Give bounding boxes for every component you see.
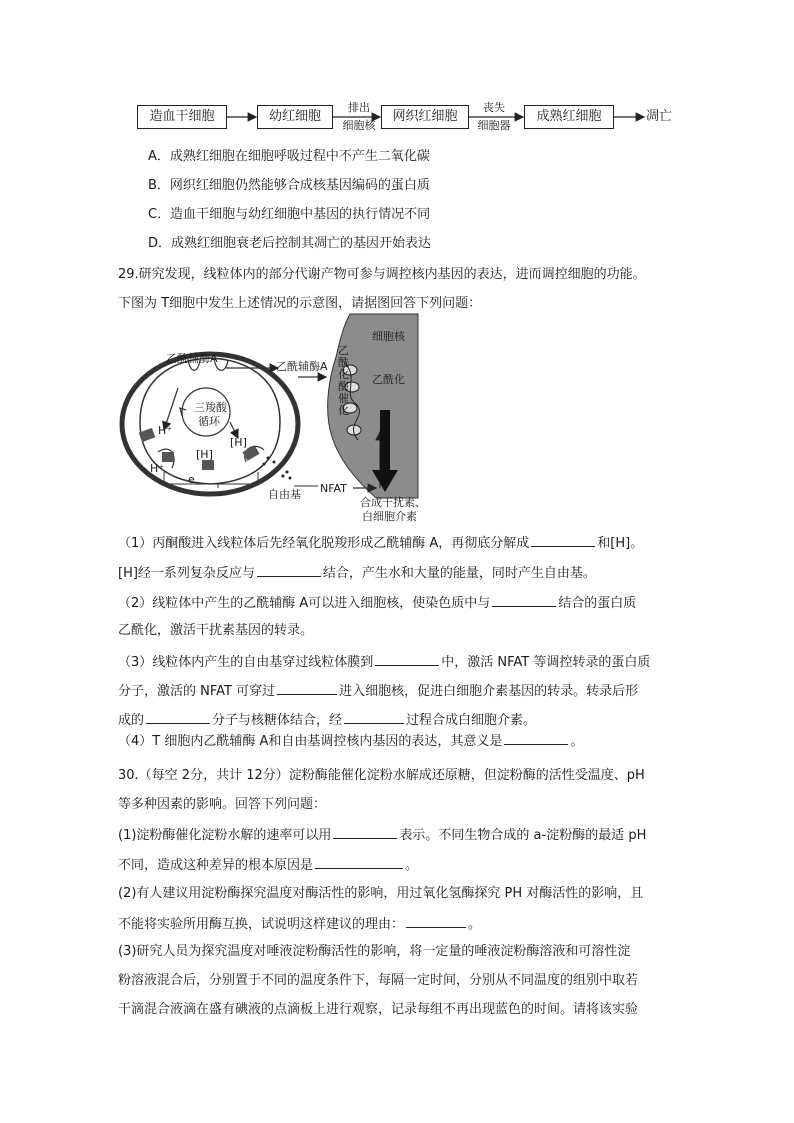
- diagram-hplus2: H⁺: [150, 462, 165, 475]
- answer-blank[interactable]: [531, 533, 595, 547]
- diagram-nucleus: 细胞核: [372, 330, 405, 343]
- flow-box-reticulocyte: 网织红细胞: [381, 105, 469, 129]
- diagram-acetylation-vertical: 乙酰化酶催化: [338, 344, 349, 417]
- diagram-radical: 自由基: [268, 488, 301, 501]
- flow-arrows: [0, 0, 794, 140]
- answer-blank[interactable]: [315, 855, 403, 869]
- q28-option-b: B．网织红细胞仍然能够合成核基因编码的蛋白质: [148, 178, 430, 193]
- flow-box-young-rbc: 幼红细胞: [257, 105, 333, 129]
- q30-line9: 干滴混合液滴在盛有碘液的点滴板上进行观察，记录每组不再出现蓝色的时间。请将该实验: [118, 1002, 639, 1017]
- q29-p3-line1: （3）线粒体内产生的自由基穿过线粒体膜到 中，激活 NFAT 等调控转录的蛋白质: [118, 652, 650, 672]
- answer-blank[interactable]: [406, 914, 466, 928]
- diagram-product-2: 白细胞介素: [362, 510, 417, 523]
- q30-line8: 粉溶液混合后，分别置于不同的温度条件下，每隔一定时间，分别从不同温度的组别中取若: [118, 973, 639, 988]
- q30-line1: 30.（每空 2分，共计 12分）淀粉酶能催化淀粉水解成还原糖，但淀粉酶的活性受温度、pH: [118, 768, 645, 783]
- diagram-h2: [H]: [230, 436, 247, 449]
- q29-p4-line1: （4）T 细胞内乙酰辅酶 A和自由基调控核内基因的表达，其意义是 。: [118, 731, 583, 751]
- q28-option-d: D．成熟红细胞衰老后控制其凋亡的基因开始表达: [148, 236, 432, 251]
- diagram-acetylation: 乙酰化: [372, 373, 405, 386]
- q28-option-c: C．造血干细胞与幼红细胞中基因的执行情况不同: [148, 207, 431, 222]
- answer-blank[interactable]: [277, 681, 337, 695]
- arrow2-top-label: 丧失: [483, 101, 505, 114]
- flow-box-mature-rbc: 成熟红细胞: [524, 105, 614, 129]
- arrow2-bottom-label: 细胞器: [477, 119, 511, 132]
- q29-intro-line2: 下图为 T细胞中发生上述情况的示意图，请据图回答下列问题：: [118, 296, 482, 311]
- diagram-hplus1: H⁺: [158, 424, 173, 437]
- q29-intro-line1: 29.研究发现，线粒体内的部分代谢产物可参与调控核内基因的表达，进而调控细胞的功能。: [118, 267, 646, 282]
- diagram-product-1: 合成干扰素、: [360, 496, 426, 509]
- q30-line6: 不能将实验所用酶互换，试说明这样建议的理由： 。: [118, 914, 481, 934]
- q29-p3-line3: 成的 分子与核糖体结合，经 过程合成白细胞介素。: [118, 710, 536, 730]
- answer-blank[interactable]: [344, 710, 404, 724]
- answer-blank[interactable]: [333, 825, 397, 839]
- answer-blank[interactable]: [504, 731, 568, 745]
- diagram-e: e: [188, 473, 195, 486]
- diagram-nfat: NFAT: [320, 482, 347, 495]
- answer-blank[interactable]: [375, 652, 439, 666]
- q29-p2-line2: 乙酰化，激活干扰素基因的转录。: [118, 623, 314, 638]
- q29-p2-line1: （2）线粒体中产生的乙酰辅酶 A可以进入细胞核，使染色质中与 结合的蛋白质: [118, 593, 636, 613]
- q30-line4: 不同，造成这种差异的根本原因是 。: [118, 855, 418, 875]
- q30-line7: (3)研究人员为探究温度对唾液淀粉酶活性的影响，将一定量的唾液淀粉酶溶液和可溶性淀: [118, 944, 631, 959]
- answer-blank[interactable]: [257, 563, 321, 577]
- flow-end-label: 凋亡: [646, 109, 673, 124]
- diagram-acoa-in: 乙酰辅酶A: [166, 352, 218, 365]
- diagram-acoa-out: 乙酰辅酶A: [276, 360, 328, 373]
- q30-line5: (2)有人建议用淀粉酶探究温度对酶活性的影响，用过氧化氢酶探究 PH 对酶活性的影响，且: [118, 886, 644, 901]
- diagram-h1: [H]: [196, 448, 213, 461]
- q29-p1-line1: （1）丙酮酸进入线粒体后先经氧化脱羧形成乙酰辅酶 A，再彻底分解成 和[H]。: [118, 533, 643, 553]
- q29-p1-line2: [H]经一系列复杂反应与 结合，产生水和大量的能量，同时产生自由基。: [118, 563, 596, 583]
- answer-blank[interactable]: [492, 593, 556, 607]
- q29-p3-line2: 分子，激活的 NFAT 可穿过 进入细胞核，促进白细胞介素基因的转录。转录后形: [118, 681, 638, 701]
- q30-line3: (1)淀粉酶催化淀粉水解的速率可以用 表示。不同生物合成的 a-淀粉酶的最适 pH: [118, 825, 646, 845]
- arrow1-bottom-label: 细胞核: [342, 119, 376, 132]
- q30-line2: 等多种因素的影响。回答下列问题：: [118, 797, 327, 812]
- answer-blank[interactable]: [146, 710, 210, 724]
- flow-box-stem-cell: 造血干细胞: [137, 105, 227, 129]
- arrow1-top-label: 排出: [348, 101, 370, 114]
- diagram-tca-1: 三羧酸: [194, 401, 227, 414]
- q28-option-a: A．成熟红细胞在细胞呼吸过程中不产生二氧化碳: [148, 149, 430, 164]
- diagram-tca-2: 循环: [198, 415, 220, 428]
